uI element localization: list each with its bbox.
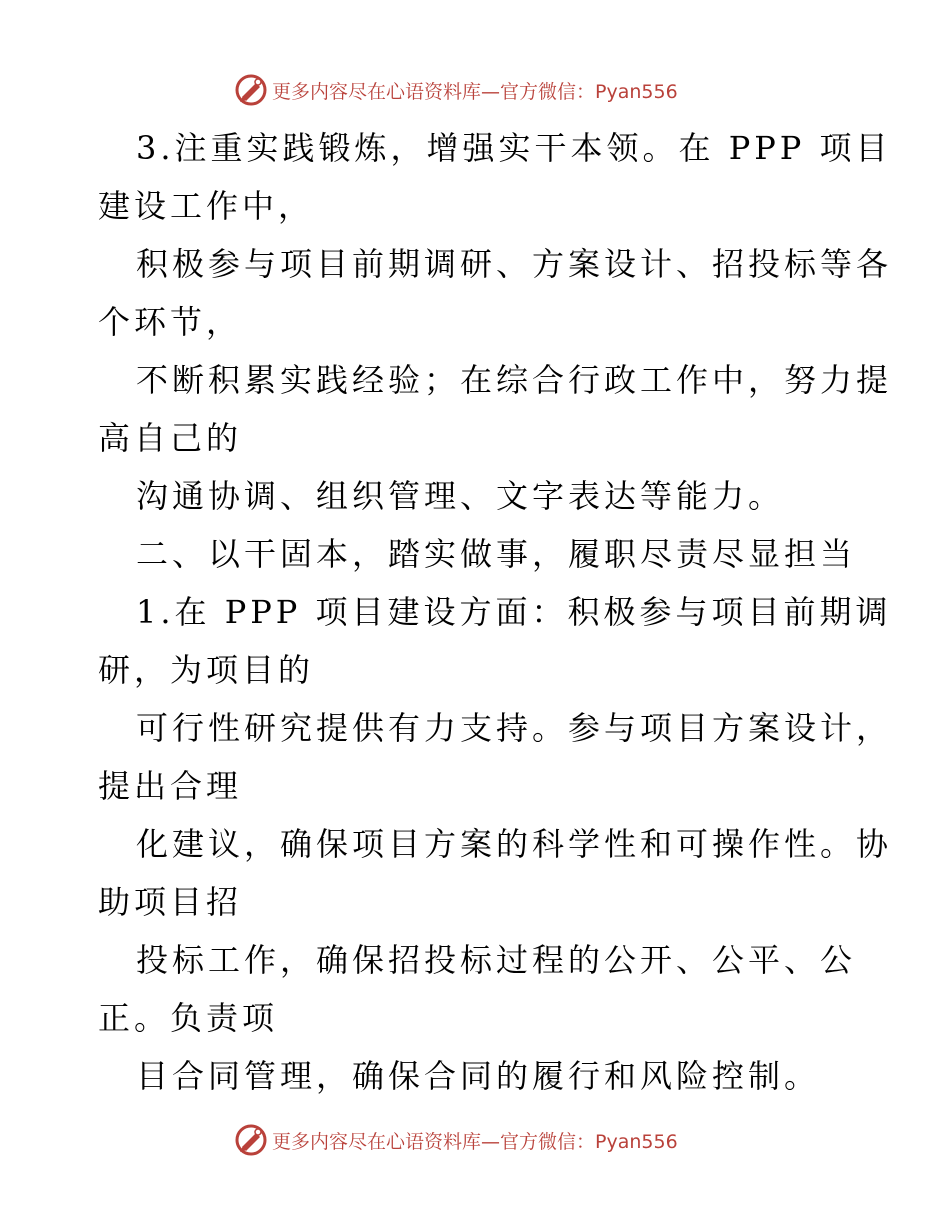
footer-watermark-text: 更多内容尽在心语资料库—官方微信：Pyan556 bbox=[272, 1130, 678, 1153]
body-line-3: 积极参与项目前期调研、方案设计、招投标等各 bbox=[136, 245, 893, 283]
body-line-9: 1.在 PPP 项目建设方面：积极参与项目前期调 bbox=[136, 593, 892, 631]
body-line-17: 目合同管理，确保合同的履行和风险控制。 bbox=[136, 1057, 821, 1095]
body-line-6: 高自己的 bbox=[98, 419, 243, 457]
header-watermark-text: 更多内容尽在心语资料库—官方微信：Pyan556 bbox=[272, 80, 678, 103]
body-line-11: 可行性研究提供有力支持。参与项目方案设计， bbox=[136, 709, 893, 747]
footer-watermark bbox=[234, 1123, 678, 1157]
body-line-2: 建设工作中， bbox=[98, 187, 315, 225]
body-line-12: 提出合理 bbox=[98, 767, 243, 805]
body-line-10: 研，为项目的 bbox=[98, 651, 315, 689]
body-line-7: 沟通协调、组织管理、文字表达等能力。 bbox=[136, 477, 785, 515]
body-line-1: 3.注重实践锻炼，增强实干本领。在 PPP 项目 bbox=[136, 129, 892, 167]
body-line-5: 不断积累实践经验；在综合行政工作中，努力提 bbox=[136, 361, 893, 399]
pen-logo-icon bbox=[234, 73, 268, 107]
body-line-4: 个环节， bbox=[98, 303, 243, 341]
body-line-14: 助项目招 bbox=[98, 883, 243, 921]
section-heading: 二、以干固本，踏实做事，履职尽责尽显担当 bbox=[136, 535, 857, 573]
body-line-16: 正。负责项 bbox=[98, 999, 279, 1037]
header-watermark bbox=[234, 73, 678, 107]
body-line-15: 投标工作，确保招投标过程的公开、公平、公 bbox=[136, 941, 857, 979]
pen-logo-icon bbox=[234, 1123, 268, 1157]
body-line-13: 化建议，确保项目方案的科学性和可操作性。协 bbox=[136, 825, 893, 863]
